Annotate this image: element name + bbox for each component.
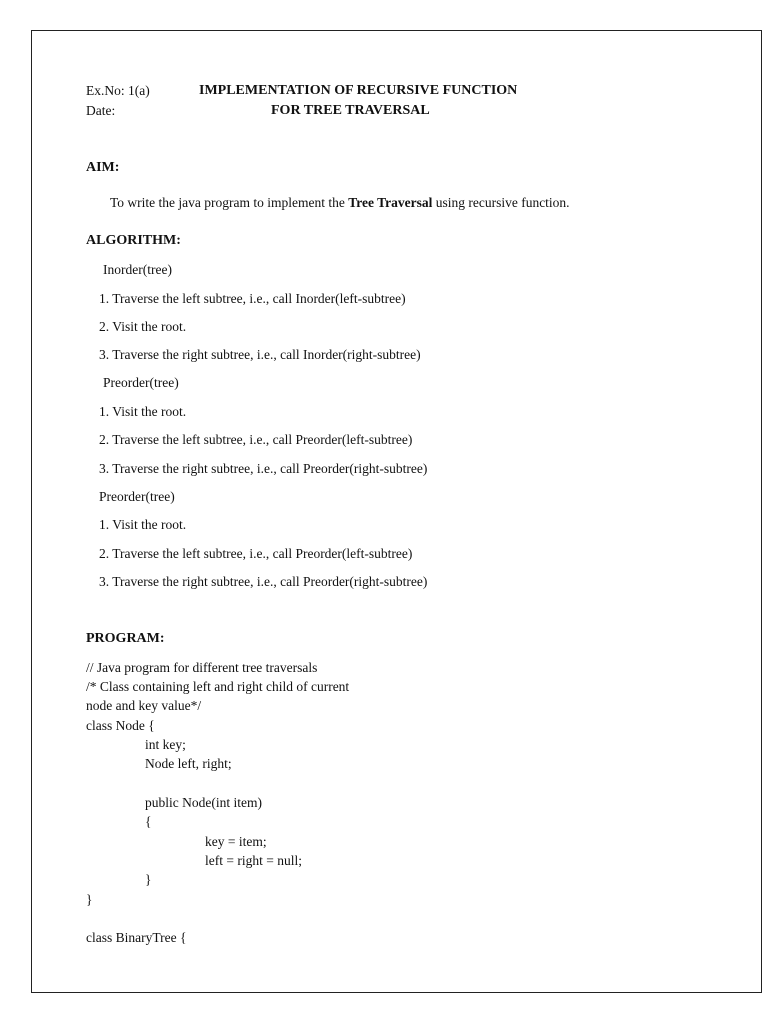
code-line: Node left, right;: [145, 756, 232, 771]
preorder2-step: 2. Traverse the left subtree, i.e., call Preorder(left-subtree): [99, 546, 413, 561]
preorder-title: Preorder(tree): [103, 375, 179, 390]
title-line-2: FOR TREE TRAVERSAL: [271, 103, 430, 118]
date-label: Date:: [86, 103, 116, 118]
code-line: key = item;: [205, 834, 267, 849]
preorder2-step: 1. Visit the root.: [99, 517, 187, 532]
page-border: [31, 30, 762, 993]
title-line-1: IMPLEMENTATION OF RECURSIVE FUNCTION: [199, 83, 518, 98]
inorder-step: 2. Visit the root.: [99, 319, 187, 334]
aim-text-before: To write the java program to implement the: [110, 195, 349, 210]
aim-text: [110, 195, 570, 211]
inorder-title: Inorder(tree): [103, 262, 172, 277]
code-line: {: [145, 814, 152, 829]
code-line: node and key value*/: [86, 698, 202, 713]
program-heading: PROGRAM:: [86, 631, 165, 646]
code-line: public Node(int item): [145, 795, 262, 810]
preorder-step: 1. Visit the root.: [99, 404, 187, 419]
exercise-number: Ex.No: 1(a): [86, 83, 150, 98]
inorder-step: 1. Traverse the left subtree, i.e., call Inorder(left-subtree): [99, 291, 406, 306]
code-line: class Node {: [86, 718, 155, 733]
code-line: class BinaryTree {: [86, 930, 187, 945]
aim-heading: AIM:: [86, 160, 120, 175]
code-line: }: [145, 872, 152, 887]
preorder2-step: 3. Traverse the right subtree, i.e., call Preorder(right-subtree): [99, 574, 428, 589]
code-line: /* Class containing left and right child of current: [86, 679, 350, 694]
preorder-step: 3. Traverse the right subtree, i.e., call Preorder(right-subtree): [99, 461, 428, 476]
aim-text-bold: Tree Traversal: [348, 195, 433, 210]
code-line: // Java program for different tree traversals: [86, 660, 318, 675]
code-line: }: [86, 892, 93, 907]
algorithm-heading: ALGORITHM:: [86, 233, 181, 248]
preorder2-title: Preorder(tree): [99, 489, 175, 504]
aim-text-after: using recursive function.: [432, 195, 570, 210]
code-line: int key;: [145, 737, 186, 752]
code-line: left = right = null;: [205, 853, 302, 868]
inorder-step: 3. Traverse the right subtree, i.e., call Inorder(right-subtree): [99, 347, 421, 362]
preorder-step: 2. Traverse the left subtree, i.e., call Preorder(left-subtree): [99, 432, 413, 447]
